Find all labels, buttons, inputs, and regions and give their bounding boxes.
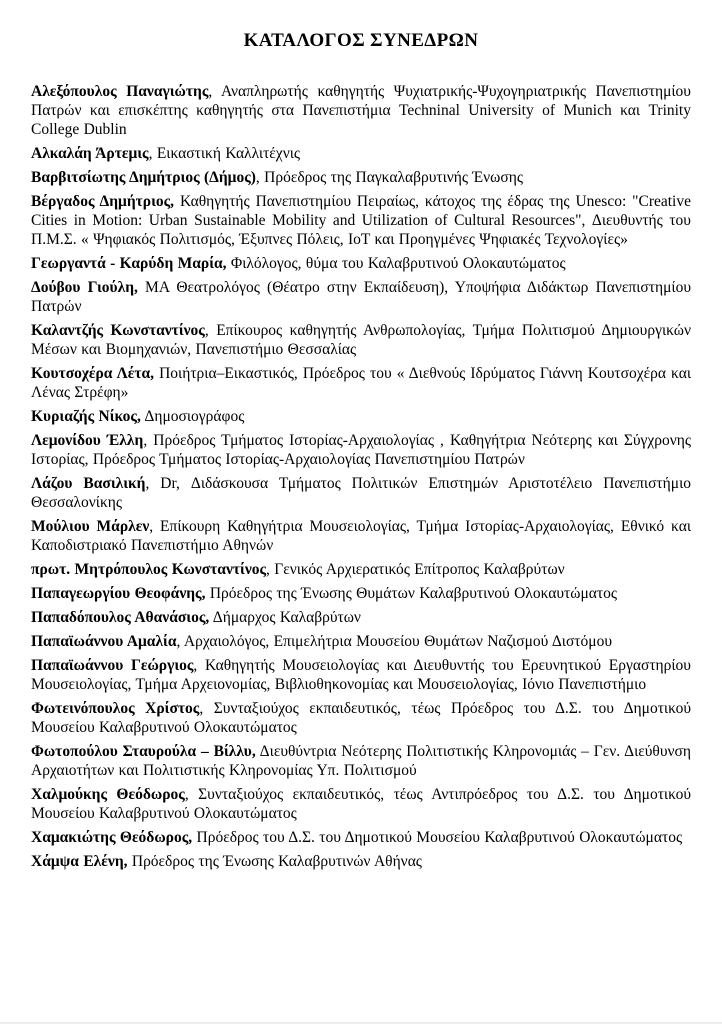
delegate-entry [31,608,691,627]
delegate-description: , Εικαστική Καλλιτέχνις [148,145,301,162]
delegate-entry [31,254,691,273]
delegate-name: Παπαγεωργίου Θεοφάνης, [31,585,206,602]
delegate-description: Φιλόλογος, θύμα του Καλαβρυτινού Ολοκαυτώματος [226,255,566,272]
delegate-entry [31,632,691,651]
delegate-description: Καθηγητής Πανεπιστημίου Πειραίως, κάτοχος της έδρας της Unesco: "Creative Cities in Motion: Urban Sustainable Mobility and Utilization of Cultural Resources", Διευθυντής του Π.Μ.Σ. « Ψηφιακός Πολιτισμός, Έξυπνες Πόλεις, IoT και Προηγμένες Ψηφιακές Τεχνολογίες» [31,193,691,248]
delegate-name: Φωτεινόπουλος Χρίστος [31,700,200,717]
delegate-name: Μούλιου Μάρλεν [31,518,150,535]
delegate-name: Βέργαδος Δημήτριος, [31,193,175,210]
delegate-entry [31,742,691,780]
delegate-description: , Πρόεδρος της Παγκαλαβρυτινής Ένωσης [255,169,523,186]
delegate-name: Καλαντζής Κωνσταντίνος [31,322,205,339]
delegate-entry [31,144,691,163]
delegate-name: Δούβου Γιούλη, [31,279,138,296]
delegate-description: Πρόεδρος του Δ.Σ. του Δημοτικού Μουσείου Καλαβρυτινού Ολοκαυτώματος [192,829,683,846]
delegate-entry [31,560,691,579]
delegate-name: Κουτσοχέρα Λέτα, [31,365,155,382]
delegate-description: , Επίκουρη Καθηγήτρια Μουσειολογίας, Τμήμα Ιστορίας-Αρχαιολογίας, Εθνικό και Καποδιστριακό Πανεπιστήμιο Αθηνών [31,518,691,554]
delegate-entry [31,82,691,139]
delegate-description: Δήμαρχος Καλαβρύτων [209,609,361,626]
delegate-description: , Καθηγητής Μουσειολογίας και Διευθυντής του Ερευνητικού Εργαστηρίου Μουσειολογίας, Τμήμα Αρχειονομίας, Βιβλιοθηκονομίας και Μουσειολογίας, Ιόνιο Πανεπιστήμιο [31,657,691,693]
delegate-name: Αλκαλάη Άρτεμις [31,145,149,162]
delegate-description: , Αρχαιολόγος, Επιμελήτρια Μουσείου Θυμάτων Ναζισμού Διστόμου [176,633,613,650]
delegate-description: , Συνταξιούχος εκπαιδευτικός, τέως Πρόεδρος του Δ.Σ. του Δημοτικού Μουσείου Καλαβρυτινού Ολοκαυτώματος [31,700,692,736]
delegate-description: , Dr, Διδάσκουσα Τμήματος Πολιτικών Επιστημών Αριστοτέλειο Πανεπιστήμιο Θεσσαλονίκης [31,475,691,511]
delegate-entry [31,656,691,694]
delegate-entry [31,278,691,316]
delegate-name: Γεωργαντά - Καρύδη Μαρία, [31,255,227,272]
delegate-name: Λάζου Βασιλική [31,475,146,492]
delegate-name: πρωτ. Μητρόπουλος Κωνσταντίνος [31,561,267,578]
delegate-name: Βαρβιτσίωτης Δημήτριος (Δήμος) [31,169,256,186]
delegate-name: Παπαδόπουλος Αθανάσιος, [31,609,210,626]
delegate-description: Δημοσιογράφος [140,408,245,425]
delegate-name: Αλεξόπουλος Παναγιώτης [31,83,209,100]
delegate-name: Παπαϊωάννου Αμαλία [31,633,177,650]
delegate-entry [31,321,691,359]
delegate-description: , Αναπληρωτής καθηγητής Ψυχιατρικής-Ψυχογηριατρικής Πανεπιστημίου Πατρών και επισκέπτης καθηγητής στα Πανεπιστήμια Techninal University of Munich και Trinity College Dublin [31,83,691,138]
delegate-description: , Γενικός Αρχιερατικός Επίτροπος Καλαβρύτων [266,561,565,578]
delegate-description: , Συνταξιούχος εκπαιδευτικός, τέως Αντιπρόεδρος του Δ.Σ. του Δημοτικού Μουσείου Καλαβρυτινού Ολοκαυτώματος [31,786,691,822]
delegate-entry [31,364,691,402]
delegate-entry [31,584,691,603]
delegate-name: Χαμακιώτης Θεόδωρος, [31,829,193,846]
delegate-description: Ποιήτρια–Εικαστικός, Πρόεδρος του « Διεθνούς Ιδρύματος Γιάννη Κουτσοχέρα και Λένας Στρέφη» [31,365,691,401]
delegate-entry [31,168,691,187]
delegate-entry [31,474,691,512]
delegate-entry [31,699,691,737]
delegate-description: Διευθύντρια Νεότερης Πολιτιστικής Κληρονομιάς – Γεν. Διεύθυνση Αρχαιοτήτων και Πολιτιστικής Κληρονομίας Υπ. Πολιτισμού [31,743,691,779]
delegate-name: Λεμονίδου Έλλη [31,432,144,449]
delegate-entry [31,192,691,249]
delegate-list [31,82,691,871]
delegate-entry [31,431,691,469]
delegate-description: ΜΑ Θεατρολόγος (Θέατρο στην Εκπαίδευση), Υποψήφια Διδάκτωρ Πανεπιστημίου Πατρών [31,279,692,315]
delegate-entry [31,828,691,847]
delegate-name: Φωτοπούλου Σταυρούλα – Βίλλυ, [31,743,256,760]
delegate-entry [31,785,691,823]
delegate-entry [31,407,691,426]
delegate-name: Χαλμούκης Θεόδωρος [31,786,185,803]
delegate-description: Πρόεδρος της Ένωσης Θυμάτων Καλαβρυτινού Ολοκαυτώματος [205,585,618,602]
delegate-entry [31,517,691,555]
delegate-name: Παπαϊωάννου Γεώργιος [31,657,194,674]
delegate-entry [31,852,691,871]
delegate-name: Κυριαζής Νίκος, [31,408,141,425]
delegate-description: , Πρόεδρος Τμήματος Ιστορίας-Αρχαιολογίας , Καθηγήτρια Νεότερης και Σύγχρονης Ιστορίας, Πρόεδρος Τμήματος Ιστορίας-Αρχαιολογίας Πανεπιστημίου Πατρών [31,432,691,468]
delegate-name: Χάμψα Ελένη, [31,853,128,870]
delegate-description: Πρόεδρος της Ένωσης Καλαβρυτινών Αθήνας [127,853,422,870]
delegate-description: , Επίκουρος καθηγητής Ανθρωπολογίας, Τμήμα Πολιτισμού Δημιουργικών Μέσων και Βιομηχανιών, Πανεπιστήμιο Θεσσαλίας [31,322,691,358]
page-title: ΚΑΤΑΛΟΓΟΣ ΣΥΝΕΔΡΩΝ [243,30,479,51]
